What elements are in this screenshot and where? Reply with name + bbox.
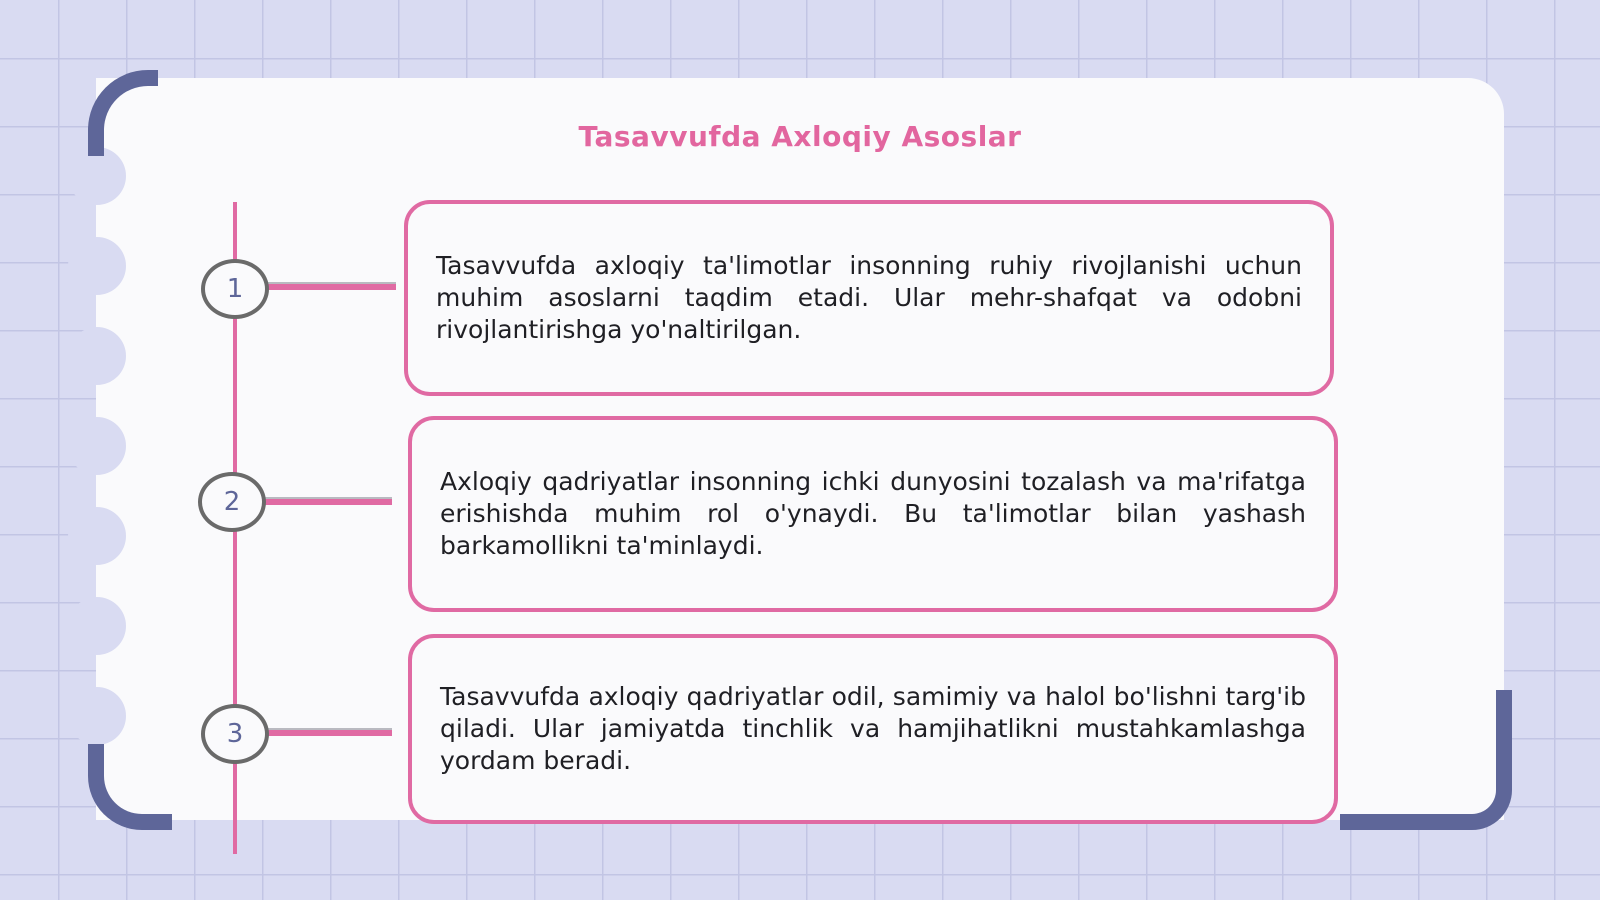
step-box-1 [404,200,1334,396]
step-text-2: Axloqiy qadriyatlar insonning ichki dunyosini tozalash va ma'rifatga erishishda muhim rol o'ynaydi. Bu ta'limotlar bilan yashash barkamollikni ta'minlaydi. [440,467,1306,560]
connector-2 [262,497,392,505]
step-marker-1: 1 [201,259,269,319]
scallop-decoration [68,417,126,475]
scallop-decoration [68,237,126,295]
step-marker-3: 3 [201,704,269,764]
step-marker-2: 2 [198,472,266,532]
step-box-2 [408,416,1338,612]
step-box-3 [408,634,1338,824]
connector-3 [266,728,392,736]
scallop-decoration [68,507,126,565]
scallop-decoration [68,687,126,745]
slide-title: Tasavvufda Axloqiy Asoslar [578,120,1022,153]
step-text-1: Tasavvufda axloqiy ta'limotlar insonning ruhiy rivojlanishi uchun muhim asoslarni taqdim etadi. Ular mehr-shafqat va odobni rivojlantirishga yo'naltirilgan. [436,251,1302,344]
step-text-3: Tasavvufda axloqiy qadriyatlar odil, samimiy va halol bo'lishni targ'ib qiladi. Ular jamiyatda tinchlik va hamjihatlikni mustahkamlashga yordam beradi. [440,682,1306,775]
connector-1 [266,282,396,290]
scallop-decoration [68,327,126,385]
corner-bracket-bottom-right [1340,690,1512,830]
scallop-decoration [68,597,126,655]
